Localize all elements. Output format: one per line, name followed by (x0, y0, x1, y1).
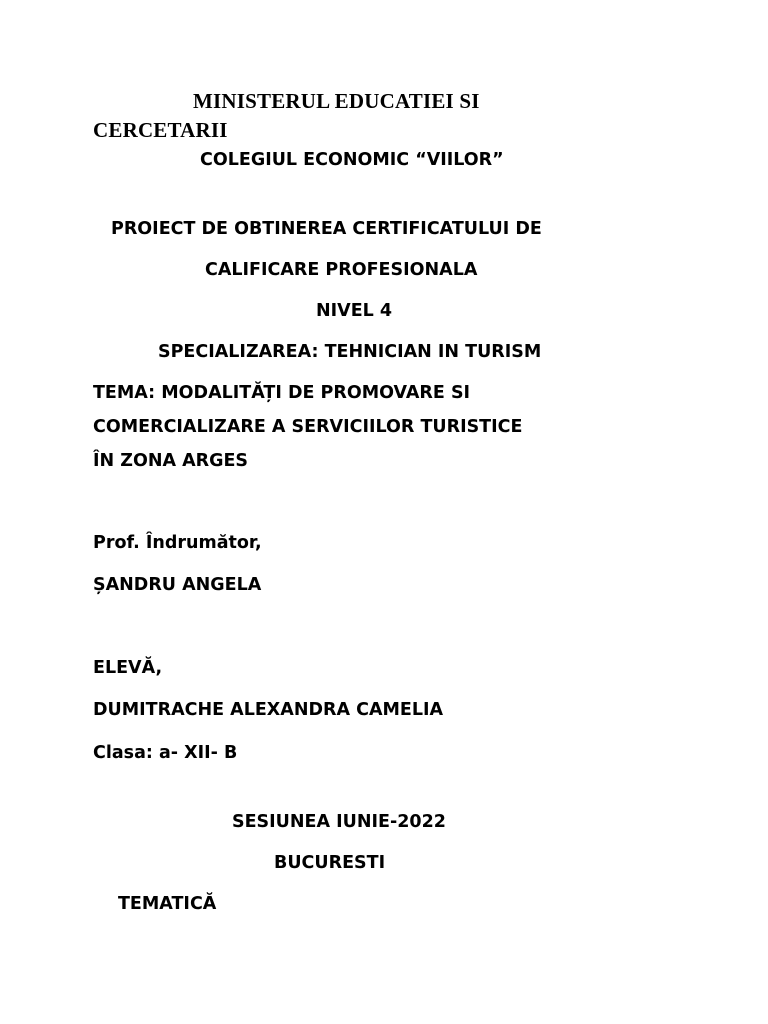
student-label: ELEVĂ, (93, 658, 163, 678)
ministry-title-line1: MINISTERUL EDUCATIEI SI (193, 89, 480, 113)
city: BUCURESTI (274, 853, 386, 873)
project-title-line2: CALIFICARE PROFESIONALA (205, 260, 478, 280)
student-class: Clasa: a- XII- B (93, 743, 238, 763)
coordinator-label: Prof. Îndrumător, (93, 533, 262, 553)
theme-line2: COMERCIALIZARE A SERVICIILOR TURISTICE (93, 417, 523, 437)
qualification-level: NIVEL 4 (316, 301, 393, 321)
project-title-line1: PROIECT DE OBTINEREA CERTIFICATULUI DE (111, 219, 542, 239)
college-name: COLEGIUL ECONOMIC “VIILOR” (200, 150, 504, 170)
section-heading-tematica: TEMATICĂ (118, 894, 217, 914)
coordinator-name: ȘANDRU ANGELA (93, 575, 262, 595)
theme-line1: TEMA: MODALITĂȚI DE PROMOVARE SI (93, 383, 471, 403)
student-name: DUMITRACHE ALEXANDRA CAMELIA (93, 700, 444, 720)
specialization: SPECIALIZAREA: TEHNICIAN IN TURISM (158, 342, 542, 362)
ministry-title-line2: CERCETARII (93, 118, 228, 142)
theme-line3: ÎN ZONA ARGES (93, 451, 249, 471)
exam-session: SESIUNEA IUNIE-2022 (232, 812, 446, 832)
